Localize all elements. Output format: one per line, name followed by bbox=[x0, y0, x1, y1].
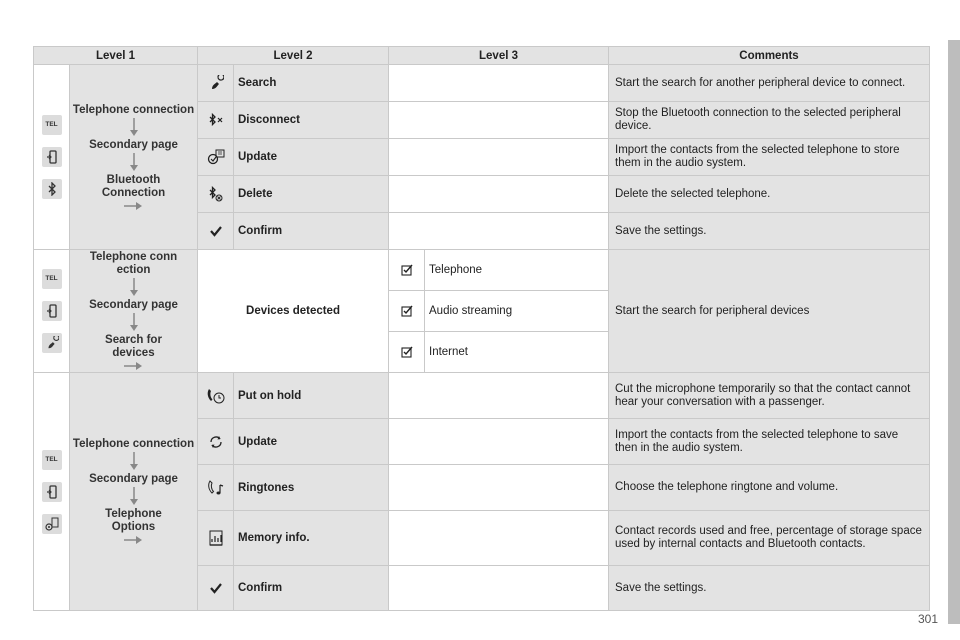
comment-text: Cut the microphone temporarily so that the contact cannot hear your conversation with a passenger. bbox=[609, 373, 930, 419]
level1-icons bbox=[34, 373, 70, 611]
level3-empty bbox=[389, 139, 609, 176]
right-arrow-icon bbox=[124, 361, 144, 371]
nav-bluetooth-connection: Bluetooth Connection bbox=[101, 173, 166, 199]
tel-button-icon: TEL bbox=[42, 269, 62, 289]
down-arrow-icon bbox=[129, 487, 139, 507]
option-disconnect[interactable]: Disconnect bbox=[234, 102, 389, 139]
checkbox-icon[interactable] bbox=[389, 250, 425, 291]
right-arrow-icon bbox=[124, 535, 144, 545]
nav-telephone-connection: Telephone connection bbox=[72, 438, 195, 450]
tel-button-icon: TEL bbox=[42, 115, 62, 135]
search-device-icon bbox=[42, 333, 62, 353]
down-arrow-icon bbox=[129, 278, 139, 298]
menu-table bbox=[33, 46, 930, 611]
level3-empty bbox=[389, 566, 609, 611]
nav-secondary-page: Secondary page bbox=[89, 299, 178, 311]
option-update[interactable]: Update bbox=[234, 139, 389, 176]
phone-page-icon bbox=[42, 301, 62, 321]
phone-page-icon bbox=[42, 482, 62, 502]
put-on-hold-icon[interactable] bbox=[198, 373, 234, 419]
checkmark-icon[interactable] bbox=[198, 566, 234, 611]
comment-text: Start the search for another peripheral device to connect. bbox=[609, 65, 930, 102]
option-memory-info[interactable]: Memory info. bbox=[234, 511, 389, 566]
level3-empty bbox=[389, 419, 609, 465]
level3-empty bbox=[389, 213, 609, 250]
down-arrow-icon bbox=[129, 153, 139, 173]
checkbox-icon[interactable] bbox=[389, 291, 425, 332]
level1-icons bbox=[34, 65, 70, 250]
option-confirm[interactable]: Confirm bbox=[234, 566, 389, 611]
header-level3: Level 3 bbox=[389, 47, 609, 65]
nav-secondary-page: Secondary page bbox=[89, 473, 178, 485]
ringtone-icon[interactable] bbox=[198, 465, 234, 511]
level1-nav bbox=[70, 250, 198, 373]
telephone-options-icon bbox=[42, 514, 62, 534]
bluetooth-icon bbox=[42, 179, 62, 199]
comment-text: Import the contacts from the selected telephone to save then in the audio system. bbox=[609, 419, 930, 465]
level3-empty bbox=[389, 511, 609, 566]
checkmark-icon[interactable] bbox=[198, 213, 234, 250]
nav-telephone-connection: Telephone connection bbox=[72, 103, 195, 116]
comment-text: Save the settings. bbox=[609, 566, 930, 611]
comment-text: Contact records used and free, percentage of storage space used by internal contacts and Bluetooth contacts. bbox=[609, 511, 930, 566]
table-header-row bbox=[34, 47, 930, 65]
bluetooth-disconnect-icon[interactable] bbox=[198, 102, 234, 139]
nav-search-for-devices: Search for devices bbox=[105, 334, 162, 359]
option-search[interactable]: Search bbox=[234, 65, 389, 102]
refresh-icon[interactable] bbox=[198, 419, 234, 465]
option-put-on-hold[interactable]: Put on hold bbox=[234, 373, 389, 419]
phone-page-icon bbox=[42, 147, 62, 167]
table-row bbox=[34, 373, 930, 419]
level3-empty bbox=[389, 102, 609, 139]
table-row bbox=[34, 65, 930, 102]
table-row bbox=[34, 250, 930, 291]
tel-button-icon: TEL bbox=[42, 450, 62, 470]
checkbox-icon[interactable] bbox=[389, 332, 425, 373]
level3-empty bbox=[389, 373, 609, 419]
nav-telephone-connection: Telephone conn ection bbox=[89, 251, 178, 276]
device-internet[interactable]: Internet bbox=[425, 332, 609, 373]
option-devices-detected[interactable]: Devices detected bbox=[198, 250, 389, 373]
page-number: 301 bbox=[917, 612, 938, 626]
level3-empty bbox=[389, 65, 609, 102]
down-arrow-icon bbox=[129, 452, 139, 472]
memory-info-icon[interactable] bbox=[198, 511, 234, 566]
nav-secondary-page: Secondary page bbox=[89, 138, 178, 151]
header-level2: Level 2 bbox=[198, 47, 389, 65]
down-arrow-icon bbox=[129, 313, 139, 333]
option-ringtones[interactable]: Ringtones bbox=[234, 465, 389, 511]
down-arrow-icon bbox=[129, 118, 139, 138]
update-contacts-icon[interactable] bbox=[198, 139, 234, 176]
level1-nav bbox=[70, 65, 198, 250]
right-arrow-icon bbox=[124, 201, 144, 211]
comment-text: Save the settings. bbox=[609, 213, 930, 250]
header-comments: Comments bbox=[609, 47, 930, 65]
bluetooth-delete-icon[interactable] bbox=[198, 176, 234, 213]
level3-empty bbox=[389, 176, 609, 213]
search-device-icon[interactable] bbox=[198, 65, 234, 102]
level1-icons bbox=[34, 250, 70, 373]
device-audio-streaming[interactable]: Audio streaming bbox=[425, 291, 609, 332]
comment-text: Import the contacts from the selected telephone to store them in the audio system. bbox=[609, 139, 930, 176]
page-edge-tab bbox=[948, 40, 960, 624]
device-telephone[interactable]: Telephone bbox=[425, 250, 609, 291]
nav-telephone-options: Telephone Options bbox=[105, 508, 162, 533]
option-delete[interactable]: Delete bbox=[234, 176, 389, 213]
level1-nav bbox=[70, 373, 198, 611]
option-confirm[interactable]: Confirm bbox=[234, 213, 389, 250]
header-level1: Level 1 bbox=[34, 47, 198, 65]
level3-empty bbox=[389, 465, 609, 511]
comment-text: Delete the selected telephone. bbox=[609, 176, 930, 213]
comment-text: Stop the Bluetooth connection to the selected peripheral device. bbox=[609, 102, 930, 139]
comment-text: Choose the telephone ringtone and volume. bbox=[609, 465, 930, 511]
option-update[interactable]: Update bbox=[234, 419, 389, 465]
comment-text: Start the search for peripheral devices bbox=[609, 250, 930, 373]
